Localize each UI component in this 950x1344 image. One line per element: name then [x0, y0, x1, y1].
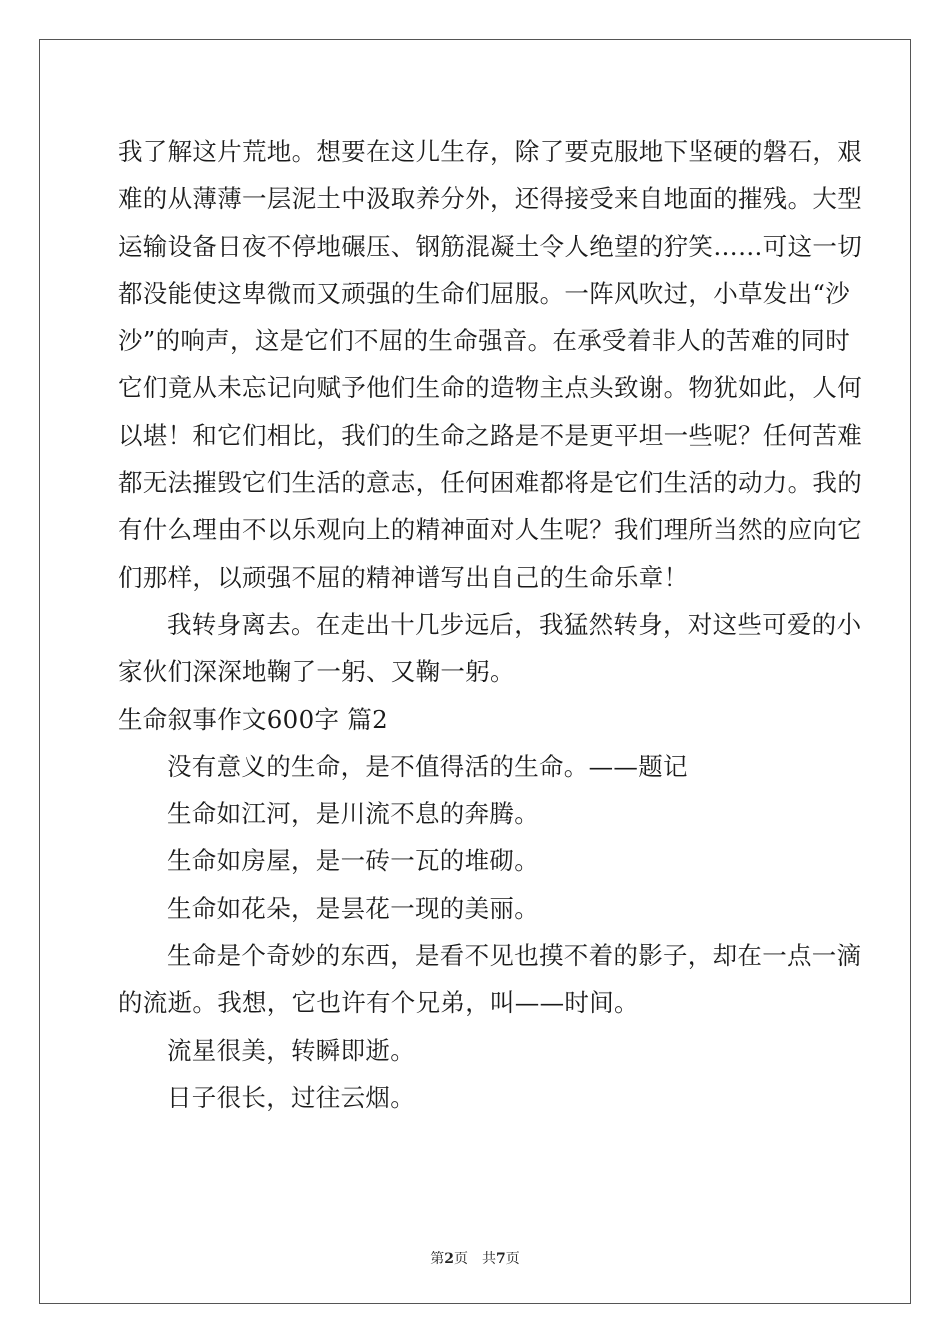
footer-middle: 页 共	[454, 1251, 496, 1267]
section-heading: 生命叙事作文600字 篇2	[118, 704, 389, 734]
paragraph-start-line: 生命如花朵，是昙花一现的美丽。	[167, 893, 539, 923]
paragraph-start-line: 流星很美，转瞬即逝。	[167, 1035, 415, 1065]
text-line: 它们竟从未忘记向赋予他们生命的造物主点头致谢。物犹如此，人何	[118, 373, 862, 403]
total-pages-number: 7	[496, 1251, 506, 1267]
page-footer	[0, 1248, 950, 1268]
text-line: 有什么理由不以乐观向上的精神面对人生呢？我们理所当然的应向它	[118, 515, 862, 545]
text-line: 沙”的响声，这是它们不屈的生命强音。在承受着非人的苦难的同时	[118, 326, 851, 356]
text-line: 难的从薄薄一层泥土中汲取养分外，还得接受来自地面的摧残。大型	[118, 184, 862, 214]
paragraph-start-line: 我转身离去。在走出十几步远后，我猛然转身，对这些可爱的小	[167, 609, 862, 639]
text-line: 都没能使这卑微而又顽强的生命们屈服。一阵风吹过，小草发出“沙	[118, 278, 851, 308]
text-line: 我了解这片荒地。想要在这儿生存，除了要克服地下坚硬的磐石，艰	[118, 137, 862, 166]
footer-prefix: 第	[430, 1251, 445, 1267]
text-line: 的流逝。我想，它也许有个兄弟，叫——时间。	[118, 988, 639, 1018]
footer-suffix: 页	[505, 1251, 520, 1267]
paragraph-start-line: 生命如江河，是川流不息的奔腾。	[167, 799, 539, 829]
paragraph-start-line: 日子很长，过往云烟。	[167, 1082, 415, 1112]
text-line: 们那样，以顽强不屈的精神谱写出自己的生命乐章！	[118, 562, 689, 592]
text-line: 都无法摧毁它们生活的意志，任何困难都将是它们生活的动力。我的	[118, 468, 862, 498]
paragraph-start-line: 生命是个奇妙的东西，是看不见也摸不着的影子，却在一点一滴	[167, 941, 862, 971]
paragraph-start-line: 生命如房屋，是一砖一瓦的堆砌。	[167, 846, 539, 876]
text-line: 以堪！和它们相比，我们的生命之路是不是更平坦一些呢？任何苦难	[118, 420, 862, 450]
text-line: 家伙们深深地鞠了一躬、又鞠一躬。	[118, 657, 515, 687]
epigraph-line: 没有意义的生命，是不值得活的生命。——题记	[167, 751, 688, 781]
document-body	[118, 128, 862, 1121]
text-line: 运输设备日夜不停地碾压、钢筋混凝土令人绝望的狞笑……可这一切	[118, 231, 862, 261]
current-page-number: 2	[444, 1251, 454, 1267]
